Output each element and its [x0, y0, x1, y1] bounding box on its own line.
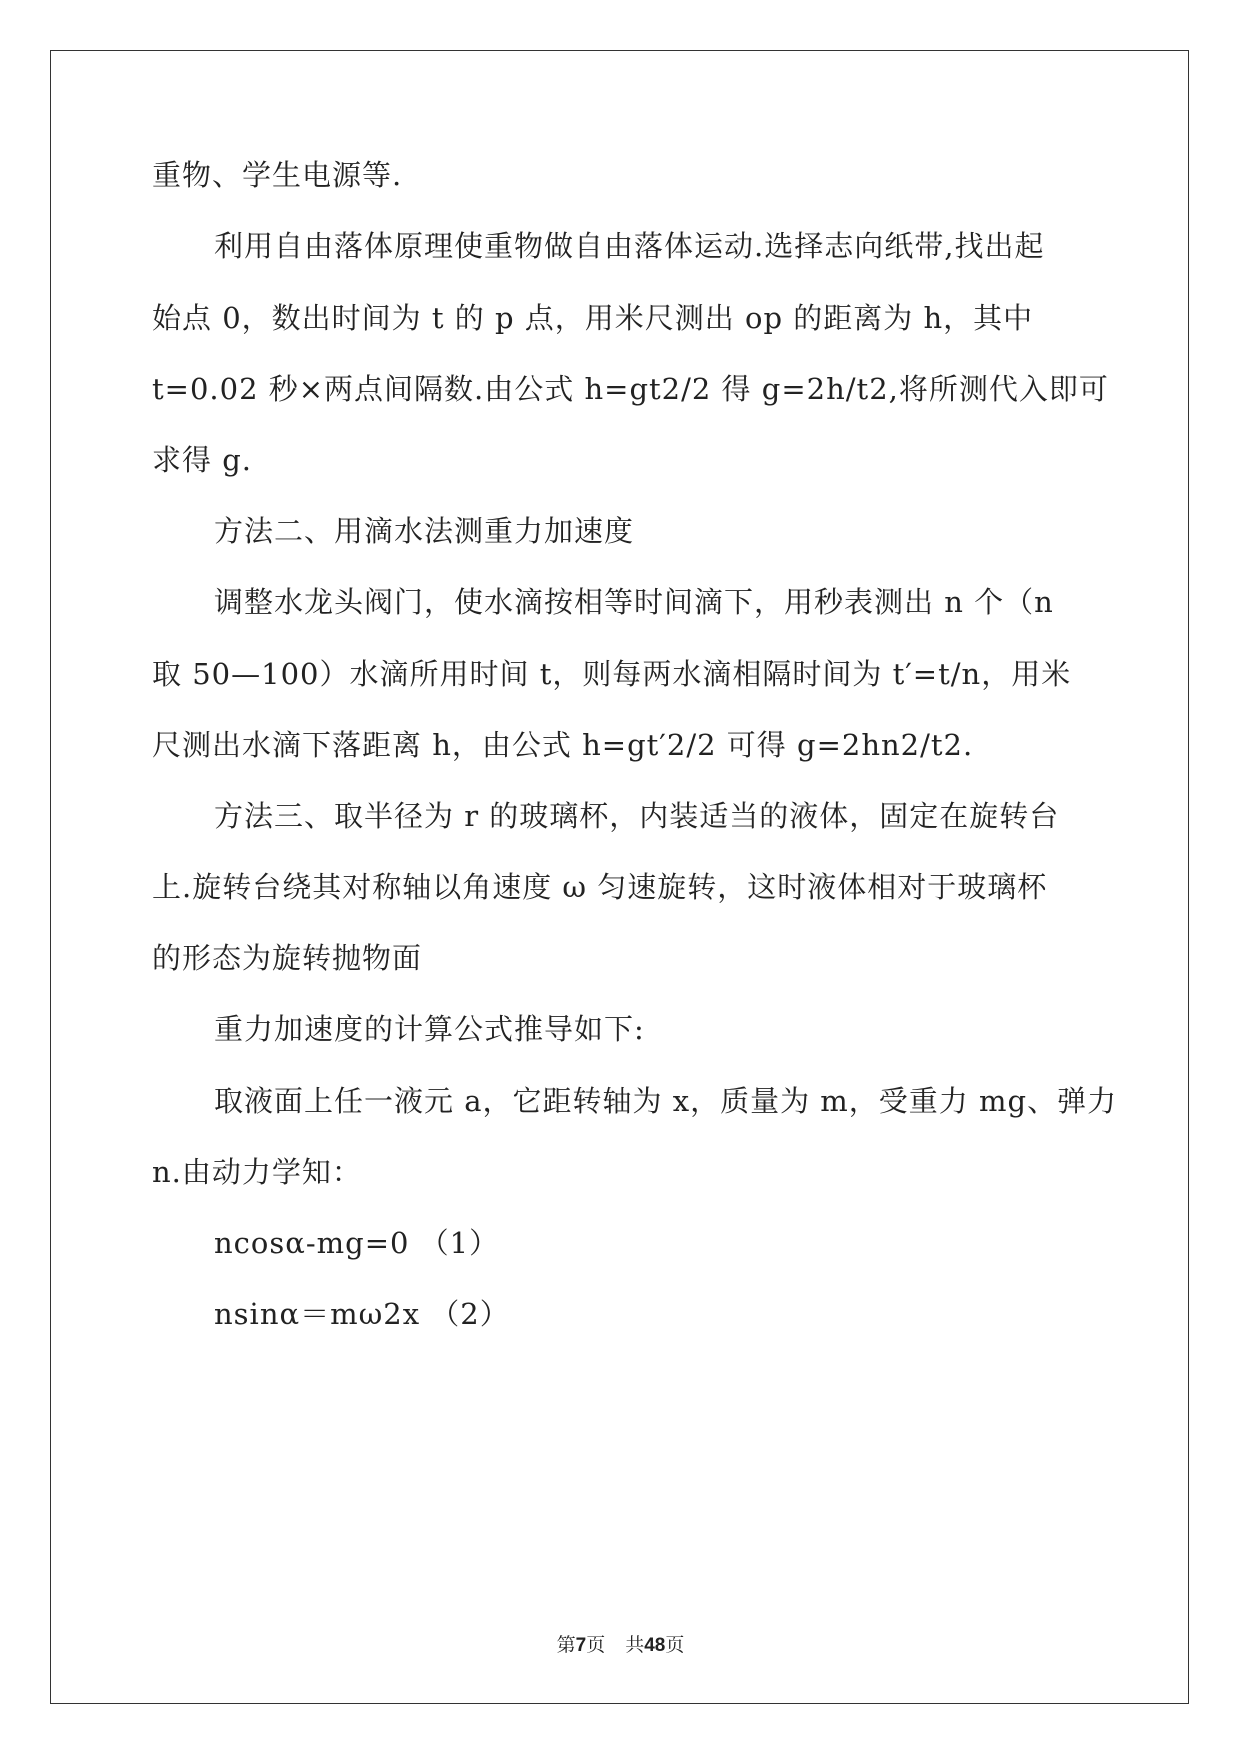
- text-line-4: t=0.02 秒×两点间隔数.由公式 h=gt2/2 得 g=2h/t2,将所测代入即可: [152, 372, 1109, 406]
- page-suffix: 页: [586, 1634, 606, 1656]
- text-line-1: 重物、学生电源等.: [152, 158, 403, 192]
- page-footer: [0, 1633, 1241, 1658]
- total-suffix: 页: [665, 1634, 685, 1656]
- text-line-14: 取液面上任一液元 a，它距转轴为 x，质量为 m，受重力 mg、弹力: [214, 1084, 1118, 1118]
- text-line-13: 重力加速度的计算公式推导如下:: [214, 1012, 645, 1046]
- text-line-12: 的形态为旋转抛物面: [152, 941, 423, 975]
- text-line-11: 上.旋转台绕其对称轴以角速度 ω 匀速旋转，这时液体相对于玻璃杯: [152, 870, 1048, 904]
- text-line-3: 始点 0，数出时间为 t 的 p 点，用米尺测出 op 的距离为 h，其中: [152, 301, 1034, 335]
- total-prefix: 共: [625, 1634, 645, 1656]
- section-heading-method-2: 方法二、用滴水法测重力加速度: [214, 514, 635, 548]
- text-line-9: 尺测出水滴下落距离 h，由公式 h=gt′2/2 可得 g=2hn2/t2.: [152, 728, 974, 762]
- text-line-8: 取 50—100）水滴所用时间 t，则每两水滴相隔时间为 t′=t/n，用米: [152, 657, 1072, 691]
- page-number: 7: [575, 1635, 587, 1656]
- text-line-5: 求得 g.: [152, 443, 253, 477]
- equation-1: ncosα-mg=0 （1）: [214, 1226, 500, 1260]
- text-line-15: n.由动力学知：: [152, 1155, 362, 1189]
- page-prefix: 第: [556, 1634, 576, 1656]
- text-line-2: 利用自由落体原理使重物做自由落体运动.选择志向纸带,找出起: [214, 229, 1045, 263]
- text-line-10: 方法三、取半径为 r 的玻璃杯，内装适当的液体，固定在旋转台: [214, 799, 1060, 833]
- equation-2: nsinα＝mω2x （2）: [214, 1297, 510, 1331]
- total-pages: 48: [644, 1635, 666, 1656]
- text-line-7: 调整水龙头阀门，使水滴按相等时间滴下，用秒表测出 n 个（n: [214, 585, 1054, 619]
